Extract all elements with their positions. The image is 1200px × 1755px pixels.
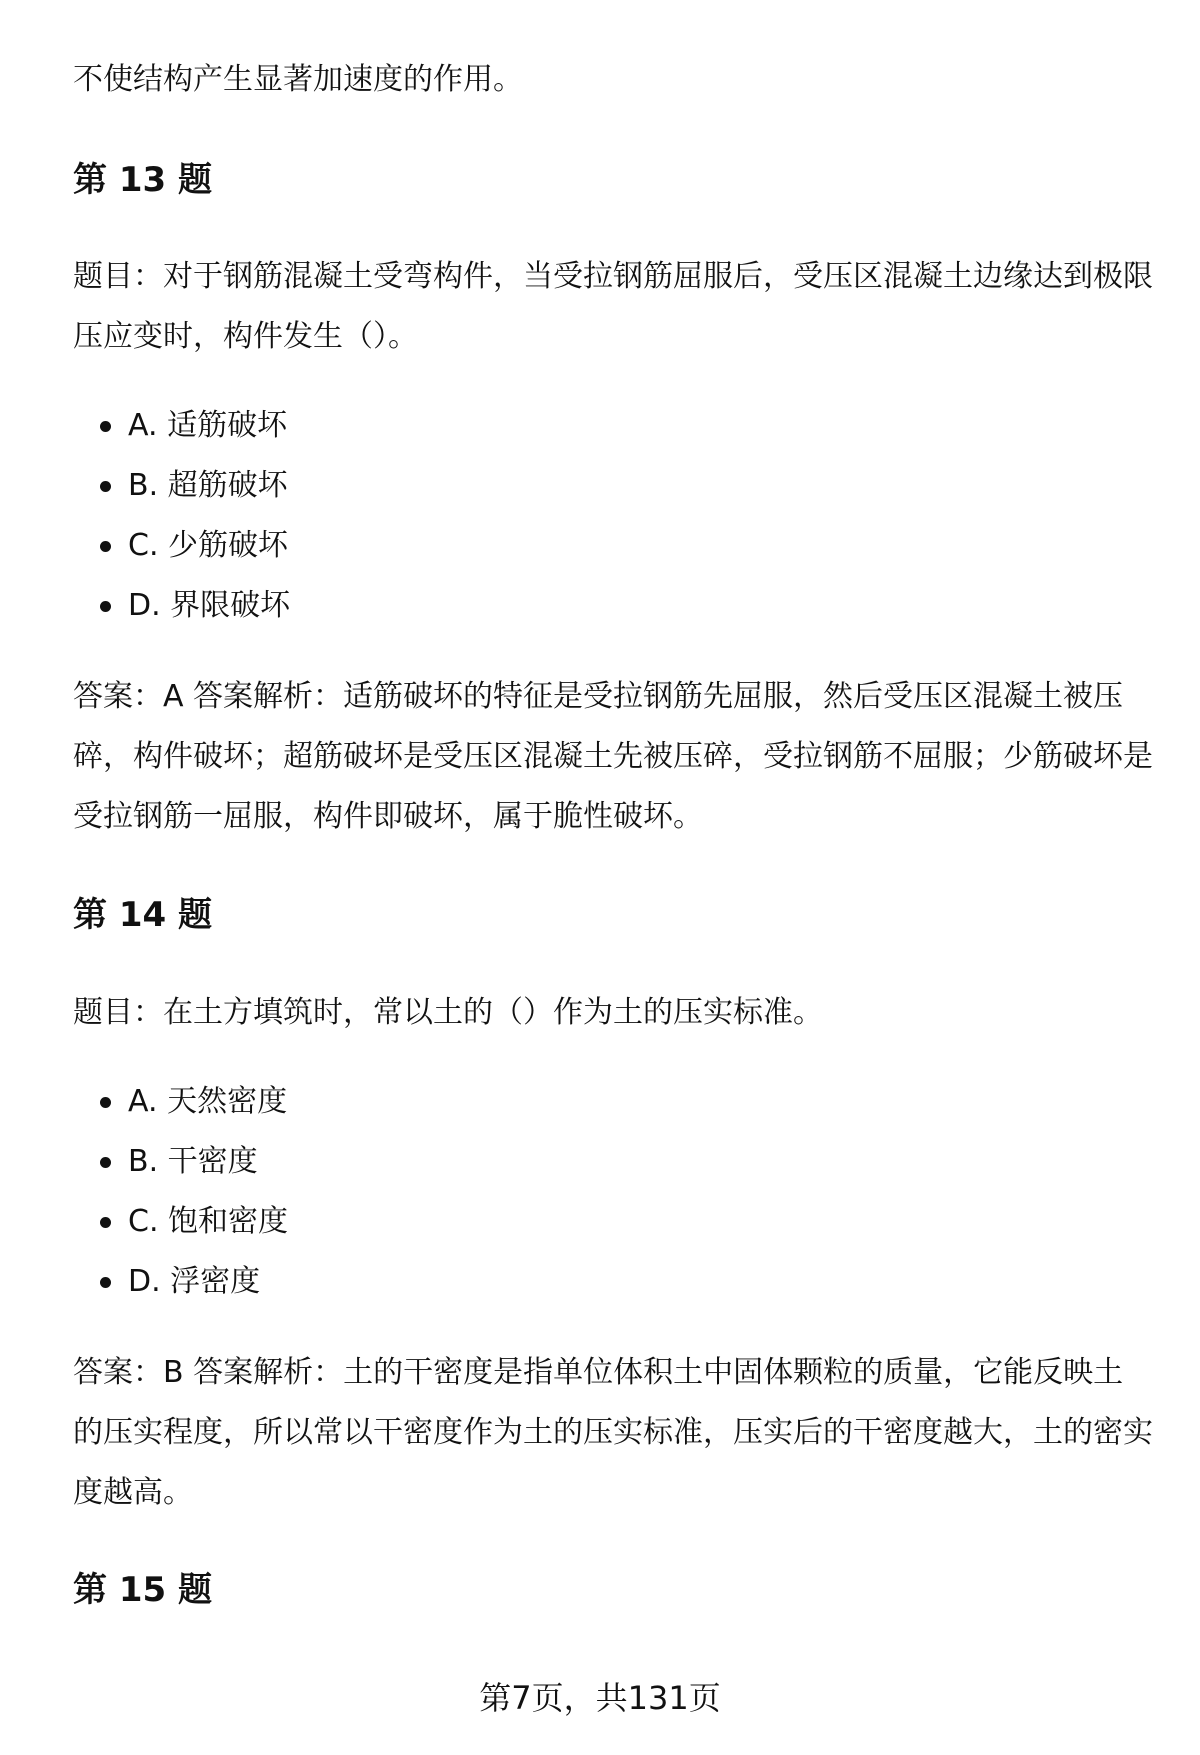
question-13-option-c: C. 少筋破坏 (73, 516, 1153, 576)
question-13-option-d: D. 界限破坏 (73, 576, 1153, 636)
question-14-heading: 第 14 题 (73, 895, 212, 935)
question-13-heading: 第 13 题 (73, 160, 212, 200)
question-13-option-a: A. 适筋破坏 (73, 396, 1153, 456)
question-15-heading: 第 15 题 (73, 1570, 212, 1610)
intro-text: 不使结构产生显著加速度的作用。 (73, 62, 523, 97)
question-13-options (73, 396, 1153, 636)
page-footer: 第7页，共131页 (479, 1679, 721, 1717)
question-14-stem: 题目：在土方填筑时，常以土的（）作为土的压实标准。 (73, 995, 823, 1030)
question-13-option-b: B. 超筋破坏 (73, 456, 1153, 516)
question-14-option-b: B. 干密度 (73, 1132, 1153, 1192)
question-14-answer: 答案：B 答案解析：土的干密度是指单位体积土中固体颗粒的质量，它能反映土的压实程度，所以常以干密度作为土的压实标准，压实后的干密度越大，土的密实度越高。 (73, 1355, 1153, 1510)
question-14-options (73, 1072, 1153, 1312)
question-14-option-a: A. 天然密度 (73, 1072, 1153, 1132)
question-14-option-c: C. 饱和密度 (73, 1192, 1153, 1252)
question-14-option-d: D. 浮密度 (73, 1252, 1153, 1312)
question-13-answer: 答案：A 答案解析：适筋破坏的特征是受拉钢筋先屈服，然后受压区混凝土被压碎，构件破坏；超筋破坏是受压区混凝土先被压碎，受拉钢筋不屈服；少筋破坏是受拉钢筋一屈服，构件即破坏，属于脆性破坏。 (73, 679, 1153, 834)
question-13-stem: 题目：对于钢筋混凝土受弯构件，当受拉钢筋屈服后，受压区混凝土边缘达到极限压应变时，构件发生（）。 (73, 259, 1153, 354)
